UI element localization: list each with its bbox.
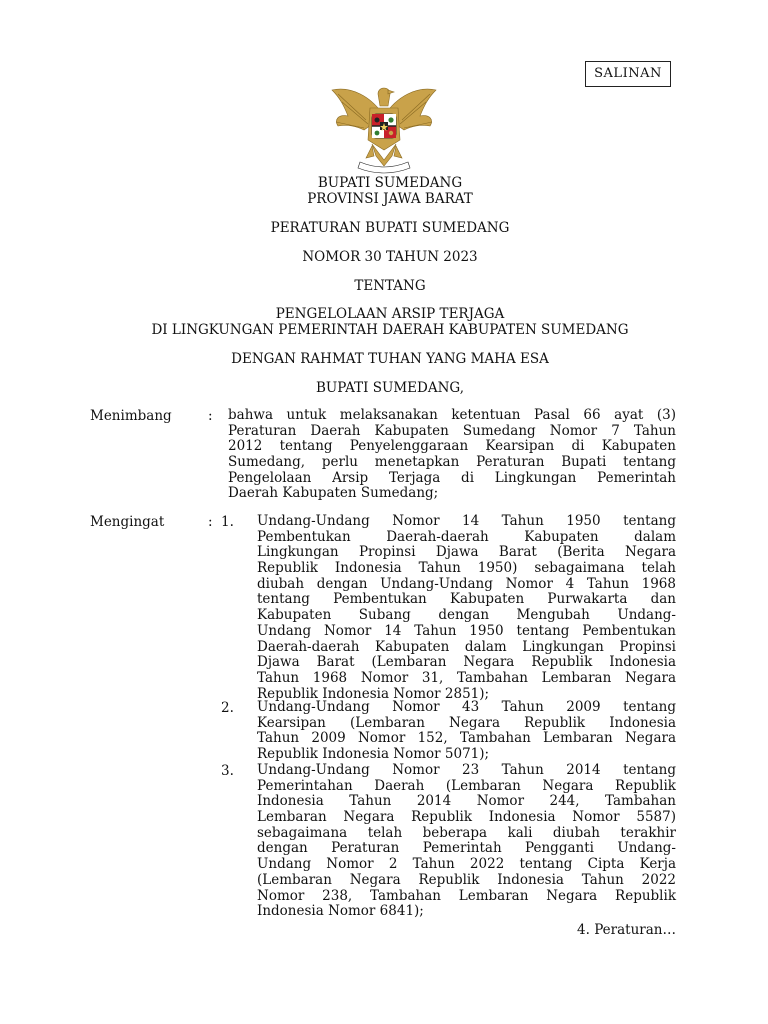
menimbang-line: 2012 tentang Penyelenggaraan Kearsipan di Kabupaten — [228, 438, 676, 455]
mengingat-item-line: diubah dengan Undang-Undang Nomor 4 Tahun 1968 — [257, 575, 676, 592]
mengingat-item-line: Tahun 1968 Nomor 31, Tambahan Lembaran Negara — [257, 669, 676, 686]
mengingat-item-line: (Lembaran Negara Republik Indonesia Tahun 2022 — [257, 871, 676, 888]
mengingat-item-line: Republik Indonesia Tahun 1950) sebagaimana telah — [257, 560, 676, 577]
province-title: PROVINSI JAWA BARAT — [307, 191, 473, 207]
menimbang-line: bahwa untuk melaksanakan ketentuan Pasal 66 ayat (3) — [228, 407, 676, 423]
mengingat-item-line: Djawa Barat (Lembaran Negara Republik Indonesia — [257, 654, 676, 671]
mengingat-item-line: Republik Indonesia Nomor 2851); — [257, 685, 490, 702]
salinan-stamp: SALINAN — [585, 61, 671, 87]
menimbang-line: Daerah Kabupaten Sumedang; — [228, 485, 439, 502]
mengingat-item-line: dengan Peraturan Pemerintah Pengganti Undang- — [257, 840, 676, 857]
mengingat-item-line: Daerah-daerah Kabupaten dalam Lingkungan Propinsi — [257, 638, 676, 655]
mengingat-item-line: Undang Nomor 14 Tahun 1950 tentang Pembentukan — [257, 622, 676, 639]
mengingat-item-number: 1. — [221, 514, 234, 530]
menimbang-line: Sumedang, perlu menetapkan Peraturan Bupati tentang — [228, 454, 676, 471]
mengingat-item-3 — [257, 763, 676, 920]
mengingat-item-line: Lembaran Negara Republik Indonesia Nomor 5587) — [257, 809, 676, 826]
issuer-line: BUPATI SUMEDANG, — [315, 380, 465, 396]
menimbang-line: Peraturan Daerah Kabupaten Sumedang Nomor 7 Tahun — [228, 422, 676, 439]
subject-line-2: DI LINGKUNGAN PEMERINTAH DAERAH KABUPATEN SUMEDANG — [151, 322, 629, 338]
mengingat-item-line: Tahun 2009 Nomor 152, Tambahan Lembaran Negara — [257, 730, 676, 747]
mengingat-item-line: Republik Indonesia Nomor 5071); — [257, 746, 490, 763]
subject-line-1: PENGELOLAAN ARSIP TERJAGA — [275, 306, 505, 322]
mengingat-item-line: tentang Pembentukan Kabupaten Purwakarta dan — [257, 591, 676, 608]
official-title: BUPATI SUMEDANG — [317, 175, 463, 191]
mengingat-item-line: Indonesia Nomor 6841); — [257, 903, 424, 920]
menimbang-line: Pengelolaan Arsip Terjaga di Lingkungan Pemerintah — [228, 469, 676, 486]
mengingat-item-number: 2. — [221, 700, 234, 716]
menimbang-label: Menimbang — [90, 408, 172, 424]
mengingat-item-line: Undang Nomor 2 Tahun 2022 tentang Cipta Kerja — [257, 856, 676, 873]
menimbang-colon: : — [208, 408, 213, 424]
mengingat-item-1 — [257, 514, 676, 702]
mengingat-item-line: Lingkungan Propinsi Djawa Barat (Berita Negara — [257, 544, 676, 561]
mengingat-item-line: Pemerintahan Daerah (Lembaran Negara Republik — [257, 777, 676, 794]
mengingat-item-line: Nomor 238, Tambahan Lembaran Negara Republik — [257, 887, 676, 904]
blessing-line: DENGAN RAHMAT TUHAN YANG MAHA ESA — [231, 351, 549, 367]
mengingat-item-line: Indonesia Tahun 2014 Nomor 244, Tambahan — [257, 793, 676, 810]
regulation-type: PERATURAN BUPATI SUMEDANG — [270, 220, 510, 236]
mengingat-item-line: Undang-Undang Nomor 23 Tahun 2014 tentang — [257, 762, 676, 778]
tentang-heading: TENTANG — [354, 278, 426, 294]
mengingat-item-line: Kabupaten Subang dengan Mengubah Undang- — [257, 607, 676, 624]
mengingat-colon: : — [208, 514, 213, 530]
regulation-number: NOMOR 30 TAHUN 2023 — [302, 249, 478, 265]
garuda-pancasila-emblem-icon — [326, 76, 442, 176]
mengingat-item-2 — [257, 700, 676, 763]
mengingat-item-line: sebagaimana telah beberapa kali diubah terakhir — [257, 824, 676, 841]
mengingat-item-line: Undang-Undang Nomor 43 Tahun 2009 tentang — [257, 699, 676, 715]
mengingat-item-line: Pembentukan Daerah-daerah Kabupaten dalam — [257, 528, 676, 545]
mengingat-item-line: Kearsipan (Lembaran Negara Republik Indonesia — [257, 714, 676, 731]
mengingat-item-line: Undang-Undang Nomor 14 Tahun 1950 tentang — [257, 513, 676, 529]
mengingat-item-number: 3. — [221, 763, 234, 779]
continuation-marker: 4. Peraturan… — [577, 922, 676, 938]
mengingat-label: Mengingat — [90, 514, 165, 530]
menimbang-paragraph — [228, 408, 676, 502]
